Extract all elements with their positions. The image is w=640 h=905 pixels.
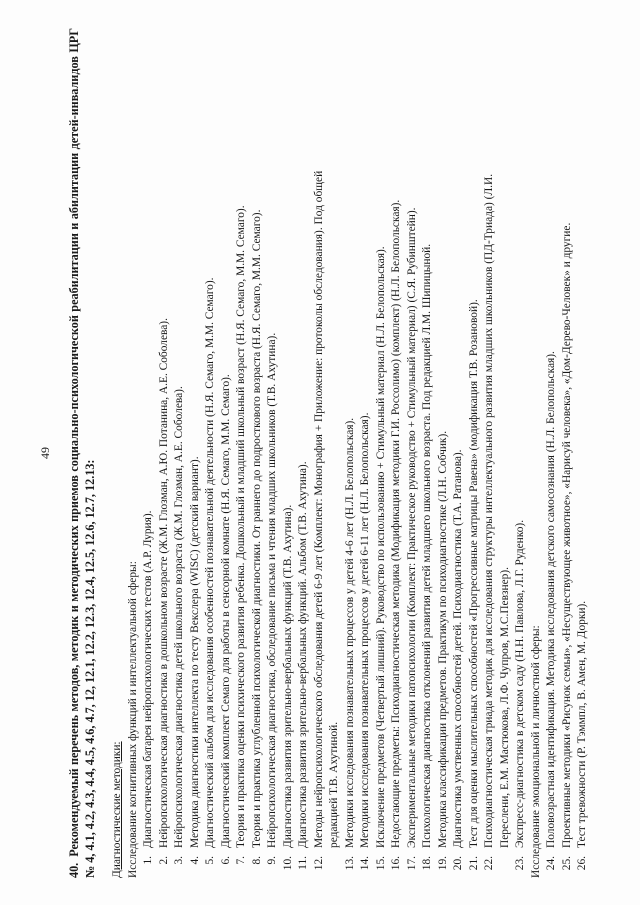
list-item: [374, 28, 390, 878]
list-item: [172, 28, 188, 878]
item-number: 1.: [142, 856, 154, 865]
list-item: [575, 28, 591, 878]
item-number: 3.: [173, 856, 185, 865]
section-heading: [66, 28, 98, 878]
item-number: 4.: [188, 856, 201, 865]
list-item: [157, 28, 173, 878]
item-number: 21.: [467, 856, 480, 871]
item-text: Недостающие предметы: Психодиагностическая методика (Модификация методики Г.И. Россолимо) (комплект) (Н.Л. Белопольская).: [390, 199, 402, 848]
item-number: 26.: [576, 856, 588, 871]
item-text: Методики исследования познавательных процессов у детей 6-11 лет (Н.Л. Белопольская).: [359, 412, 371, 848]
item-number: 17.: [405, 856, 418, 871]
list-item: [467, 28, 483, 878]
item-number: 2.: [157, 856, 170, 865]
item-text: Исключение предметов (Четвертый лишний). Руководство по использованию + Стимульный материал (Н.Л. Белопольская).: [374, 246, 387, 848]
item-text: Диагностический комплект Семаго для работы в сенсорной комнате (Н.Я. Семаго, М.М. Семаго).: [219, 374, 232, 848]
item-number: 5.: [204, 856, 216, 865]
item-number: 18.: [421, 856, 433, 871]
cognitive-section-label: Исследование когнитивных функций и интеллектуальной сферы:: [126, 561, 139, 878]
item-text: Нейропсихологическая диагностика, обследование письма и чтения младших школьников (Т.В. Ахутина).: [266, 332, 278, 848]
list-item: [451, 28, 467, 878]
page-number: 49: [38, 447, 52, 459]
list-item: [265, 28, 281, 878]
list-item: [281, 28, 297, 878]
list-item: [420, 28, 436, 878]
item-number: 22.: [483, 856, 495, 871]
item-text: Экспериментальные методики патопсихологии (Комплект: Практическое руководство + Стимульный материал) (С.Я. Рубинштейн).: [405, 207, 418, 848]
list-item: [513, 28, 529, 878]
item-number: 14.: [359, 856, 371, 871]
heading-text: Рекомендуемый перечень методов, методик и методических приемов социально-психологической реабилитации и абилитации детей-инвалидов ЦРГ № 4, 4.1, 4.2, 4.3, 4.4, 4.5, 4.6, 4.7, 12, 12.1, 12.2, 12.3, 12.4, 12.5, 12.6, 12.7, 12.13:: [67, 28, 97, 878]
item-text: Методика классификации предметов. Практикум по психодиагностике (Л.Н. Собчик).: [436, 430, 449, 848]
diagnostic-methods-label: Диагностические методики:: [111, 741, 123, 878]
item-text: Теория и практика углубленной психологической диагностики. От раннего до подросткового возраста (Н.Я. Семаго, М.М. Семаго).: [250, 209, 263, 848]
list-item: [188, 28, 204, 878]
list-item: [250, 28, 266, 878]
list-item: [405, 28, 421, 878]
item-text: Тест тревожности (Р. Тэммпл, В. Амен, М. Дорки).: [576, 600, 588, 848]
item-number: 8.: [250, 856, 263, 865]
item-continuation: редакцией Т.В. Ахутиной.: [328, 721, 340, 848]
item-text: Методика диагностики интеллекта по тесту Векслера (WISC) (детский вариант).: [188, 456, 201, 848]
item-text: Проективные методики «Рисунок семьи», «Несуществующее животное», «Нарисуй человека», «Дом-Дерево-Человек» и другие.: [560, 222, 573, 848]
item-number: 6.: [219, 856, 232, 865]
item-number: 15.: [374, 856, 387, 871]
item-text: Методики исследования познавательных процессов у детей 4-6 лет (Н.Л. Белопольская).: [343, 417, 356, 848]
item-text: Теория и практика оценки психического развития ребенка. Дошкольный и младший школьный возраст (Н.Я. Семаго, М.М. Семаго).: [235, 205, 247, 848]
cognitive-methods-list: [141, 28, 529, 878]
item-number: 20.: [452, 856, 464, 871]
item-text: Диагностический альбом для исследования особенностей познавательной деятельности (Н.Я. Семаго, М.М. Семаго).: [204, 277, 216, 848]
document-body: [110, 28, 591, 878]
rotated-content: [40, 28, 600, 878]
item-number: 25.: [560, 856, 573, 871]
list-item: [436, 28, 452, 878]
item-text: Диагностика умственных способностей детей. Психодиагностика (Т.А. Ратанова).: [452, 449, 464, 848]
list-item: [312, 28, 328, 878]
item-text: Диагностика развития зрительно-вербальных функций (Т.В. Ахутина).: [281, 504, 294, 848]
item-text: Экспресс-диагностика в детском саду (Н.Н. Павлова, Л.Г. Руденко).: [514, 519, 526, 848]
list-item: [141, 28, 157, 878]
item-text: Половозрастная идентификация. Методика исследования детского самосознания (Н.Л. Белопольская).: [545, 351, 557, 848]
list-item: [296, 28, 312, 878]
heading-number: 40.: [67, 862, 81, 878]
item-text: Нейропсихологическая диагностика в дошкольном возрасте (Ж.М. Глозман, А.Ю. Потанина, А.Е. Соболева).: [157, 318, 170, 848]
item-number: 11.: [297, 856, 309, 870]
list-item: [219, 28, 235, 878]
list-item: [203, 28, 219, 878]
item-number: 23.: [514, 856, 526, 871]
item-text: Тест для оценки мыслительных способностей «Прогрессивные матрицы Равена» (модификация Т.В. Розановой).: [467, 299, 480, 848]
item-continuation: Переслени, Е.М. Мастюкова, Л.Ф. Чупров, М.С.Певзнер).: [498, 567, 511, 848]
item-text: Нейропсихологическая диагностика детей школьного возраста (Ж.М. Глозман, А.Е. Соболева).: [173, 386, 185, 848]
item-text: Диагностическая батарея нейропсихологических тестов (А.Р. Лурия).: [142, 510, 154, 848]
emotional-section-label: Исследование эмоциональной и личностной сферы:: [529, 625, 542, 878]
list-item: [234, 28, 250, 878]
item-number: 13.: [343, 856, 356, 871]
item-number: 24.: [545, 856, 557, 871]
item-text: Психодиагностическая триада методик для исследования структуры интеллектуального развития младших школьников (ПД-Триада) (Л.И.: [483, 173, 495, 848]
item-number: 16.: [390, 856, 402, 871]
item-text: Методы нейропсихологического обследования детей 6-9 лет (Комплект: Монография + Приложение: протоколы обследования). Под общей: [312, 170, 325, 848]
item-number: 19.: [436, 856, 449, 871]
item-number: 10.: [281, 856, 294, 871]
emotional-methods-list: [544, 28, 591, 878]
item-number: 7.: [235, 856, 247, 865]
item-number: 9.: [266, 856, 278, 865]
item-text: Диагностика развития зрительно-вербальных функций. Альбом (Т.В. Ахутина).: [297, 461, 309, 848]
list-item: [343, 28, 359, 878]
list-item: [482, 28, 498, 878]
list-item: [358, 28, 374, 878]
item-text: Психологическая диагностика отклонений развития детей младшего школьного возраста. Под редакцией Л.М. Шипицыной.: [421, 243, 433, 848]
item-number: 12.: [312, 856, 325, 871]
list-item: [389, 28, 405, 878]
list-item: [560, 28, 576, 878]
list-item: [544, 28, 560, 878]
